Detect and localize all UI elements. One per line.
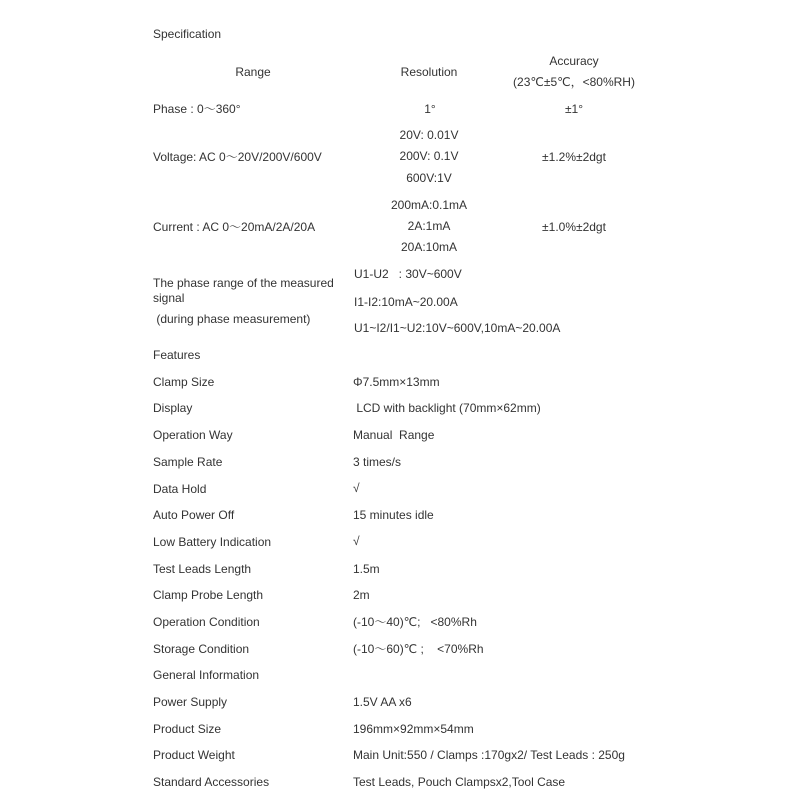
- general-label: Power Supply: [153, 695, 228, 709]
- feature-label: Sample Rate: [153, 455, 223, 469]
- general-information-heading: General Information: [153, 668, 260, 682]
- feature-label: Clamp Size: [153, 375, 215, 389]
- current-resolution-200ma: 200mA:0.1mA: [390, 198, 468, 212]
- general-label: Product Size: [153, 722, 222, 736]
- features-heading: Features: [153, 348, 201, 362]
- feature-value: (-10～60)℃ ; <70%Rh: [353, 642, 484, 656]
- feature-value: Manual Range: [353, 428, 435, 442]
- current-resolution-2a: 2A:1mA: [407, 219, 451, 233]
- feature-label: Storage Condition: [153, 642, 250, 656]
- general-value: 196mm×92mm×54mm: [353, 722, 474, 736]
- phase-signal-label-line-1: The phase range of the measured: [153, 276, 334, 290]
- voltage-resolution-600v: 600V:1V: [406, 171, 452, 185]
- feature-value: 15 minutes idle: [353, 508, 434, 522]
- general-value: Test Leads, Pouch Clampsx2,Tool Case: [353, 775, 566, 789]
- phase-resolution: 1°: [424, 102, 436, 116]
- general-label: Product Weight: [153, 748, 235, 762]
- phase-signal-mixed-range: U1~I2/I1~U2:10V~600V,10mA~20.00A: [354, 321, 561, 335]
- accuracy-column-header: Accuracy: [549, 54, 599, 68]
- phase-signal-label-line-3: (during phase measurement): [153, 312, 311, 326]
- feature-label: Display: [153, 401, 193, 415]
- feature-value: (-10～40)℃; <80%Rh: [353, 615, 477, 629]
- feature-value: 1.5m: [353, 562, 380, 576]
- voltage-range: Voltage: AC 0～20V/200V/600V: [153, 150, 322, 164]
- phase-accuracy: ±1°: [564, 102, 584, 116]
- general-label: Standard Accessories: [153, 775, 270, 789]
- current-range: Current : AC 0～20mA/2A/20A: [153, 220, 316, 234]
- general-value: Main Unit:550 / Clamps :170gx2/ Test Leads : 250g: [353, 748, 625, 762]
- feature-value: Φ7.5mm×13mm: [353, 375, 440, 389]
- feature-label: Low Battery Indication: [153, 535, 272, 549]
- checkmark-icon: √: [353, 481, 360, 495]
- range-column-header: Range: [235, 65, 271, 79]
- checkmark-icon: √: [353, 534, 360, 548]
- current-resolution-20a: 20A:10mA: [400, 240, 458, 254]
- voltage-resolution-200v: 200V: 0.1V: [399, 149, 459, 163]
- feature-value: LCD with backlight (70mm×62mm): [353, 401, 541, 415]
- feature-label: Test Leads Length: [153, 562, 252, 576]
- general-value: 1.5V AA x6: [353, 695, 412, 709]
- phase-signal-label-line-2: signal: [153, 291, 185, 305]
- feature-label: Operation Condition: [153, 615, 260, 629]
- resolution-column-header: Resolution: [400, 65, 458, 79]
- accuracy-conditions: (23℃±5℃，<80%RH): [513, 75, 635, 89]
- feature-label: Auto Power Off: [153, 508, 235, 522]
- feature-value: 3 times/s: [353, 455, 402, 469]
- phase-signal-voltage-range: U1-U2 : 30V~600V: [354, 267, 462, 281]
- phase-signal-current-range: I1-I2:10mA~20.00A: [354, 295, 458, 309]
- feature-label: Clamp Probe Length: [153, 588, 264, 602]
- feature-value: 2m: [353, 588, 370, 602]
- current-accuracy: ±1.0%±2dgt: [542, 220, 606, 234]
- voltage-resolution-20v: 20V: 0.01V: [399, 128, 459, 142]
- feature-label: Operation Way: [153, 428, 233, 442]
- voltage-accuracy: ±1.2%±2dgt: [542, 150, 606, 164]
- feature-label: Data Hold: [153, 482, 207, 496]
- phase-range: Phase : 0～360°: [153, 102, 241, 116]
- specification-heading: Specification: [153, 27, 222, 41]
